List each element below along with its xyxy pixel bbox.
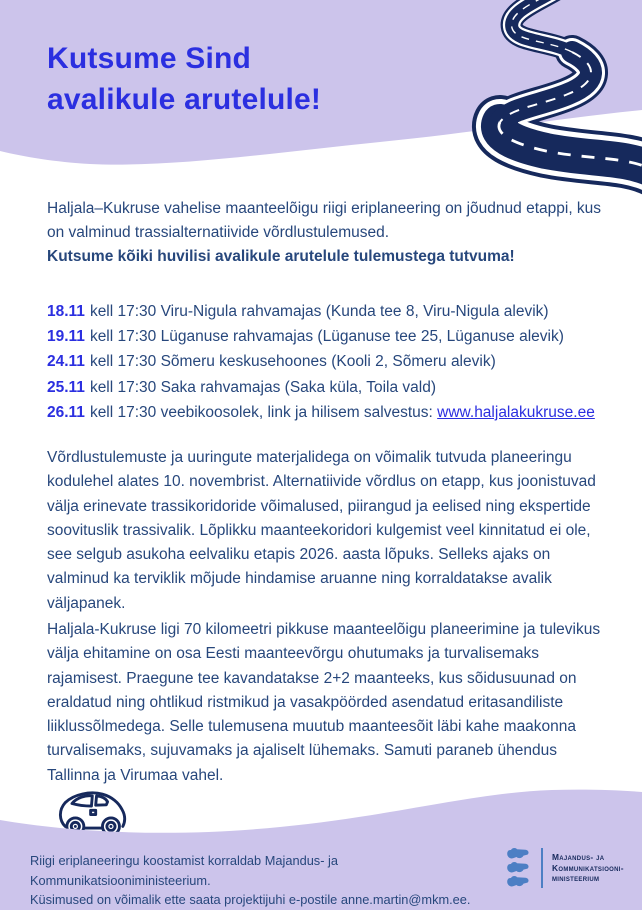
website-link[interactable]: www.haljalakukruse.ee	[437, 403, 595, 421]
paragraph-results-info: Võrdlustulemuste ja uuringute materjalidega on võimalik tutvuda planeeringu kodulehel alates 10. novembrist. Alternatiivide võrdlus on etapp, kus joonistuvad välja erinevate trassikoridoride võimalused, piirangud ja eelised ning ekspertide soovituslik trassivalik. Lõplikku maanteekoridori kulgemist veel kinnitatud ei ole, see selgub asukoha eelvaliku etapis 2026. aasta lõpuks. Selleks ajaks on valminud ka terviklik mõjude hindamise aruanne ning korraldatakse avalik väljapanek.	[47, 449, 596, 612]
ministry-name-line2: Kommunikatsiooni-	[552, 862, 624, 873]
ministry-name-line1: Majandus- ja	[552, 851, 605, 862]
intro-section	[47, 197, 603, 269]
event-text: kell 17:30 veebikoosolek, link ja hilisem salvestus:	[89, 403, 433, 421]
ministry-name-line3: ministeerium	[552, 873, 600, 884]
event-schedule	[47, 299, 595, 425]
paragraph-project-info: Haljala-Kukruse ligi 70 kilomeetri pikkuse maanteelõigu planeerimine ja tulevikus välja ehitamine on osa Eesti maanteevõrgu ohutumaks ja turvalisemaks rajamisest. Praegune tee kavandatakse 2+2 maanteeks, kus sõidusuunad on eraldatud ning ohtlikud ristmikud ja vasakpöörded asendatud eritasandiliste liiklussõlmedega. Selle tulemusena muutub maanteesõit läbi kahe maakonna turvalisemaks, sujuvamaks ja ajaliselt lühemaks. Samuti paraneb ühendus Tallinna ja Virumaa vahel.	[47, 621, 601, 784]
event-date: 18.11	[47, 303, 85, 320]
footer-line1: Riigi eriplaneeringu koostamist korraldab Majandus- ja Kommunikatsiooniministeerium.	[30, 853, 338, 888]
event-row	[47, 299, 595, 324]
event-date: 26.11	[47, 403, 85, 421]
footer-text	[30, 851, 500, 910]
page-title-line2: avalikule arutelule!	[47, 83, 322, 116]
event-row	[47, 324, 595, 349]
event-date: 19.11	[47, 328, 85, 346]
event-row	[47, 400, 595, 425]
event-row	[47, 375, 595, 400]
event-text: kell 17:30 Viru-Nigula rahvamajas (Kunda tee 8, Viru-Nigula alevik)	[89, 303, 549, 320]
logo-divider	[541, 848, 543, 888]
event-row	[47, 349, 595, 374]
event-text: kell 17:30 Lüganuse rahvamajas (Lüganuse tee 25, Lüganuse alevik)	[89, 328, 564, 346]
intro-cta: Kutsume kõiki huvilisi avalikule arutelule tulemustega tutvuma!	[47, 248, 515, 265]
event-text: kell 17:30 Saka rahvamajas (Saka küla, Toila vald)	[89, 378, 437, 396]
intro-text: Haljala–Kukruse vahelise maanteelõigu riigi eriplaneering on jõudnud etappi, kus on valminud trassialternatiivide võrdlustulemused.	[47, 200, 602, 241]
event-text: kell 17:30 Sõmeru keskusehoones (Kooli 2, Sõmeru alevik)	[89, 353, 496, 371]
estonia-coat-of-arms-icon	[505, 846, 532, 890]
ministry-logo-text	[552, 852, 624, 884]
event-date: 25.11	[47, 378, 85, 396]
page-title	[47, 38, 321, 120]
ministry-logo	[505, 845, 624, 891]
event-date: 24.11	[47, 353, 85, 371]
footer-line2: Küsimused on võimalik ette saata projektijuhi e-postile anne.martin@mkm.ee.	[30, 892, 471, 907]
page-title-line1: Kutsume Sind	[47, 42, 252, 75]
